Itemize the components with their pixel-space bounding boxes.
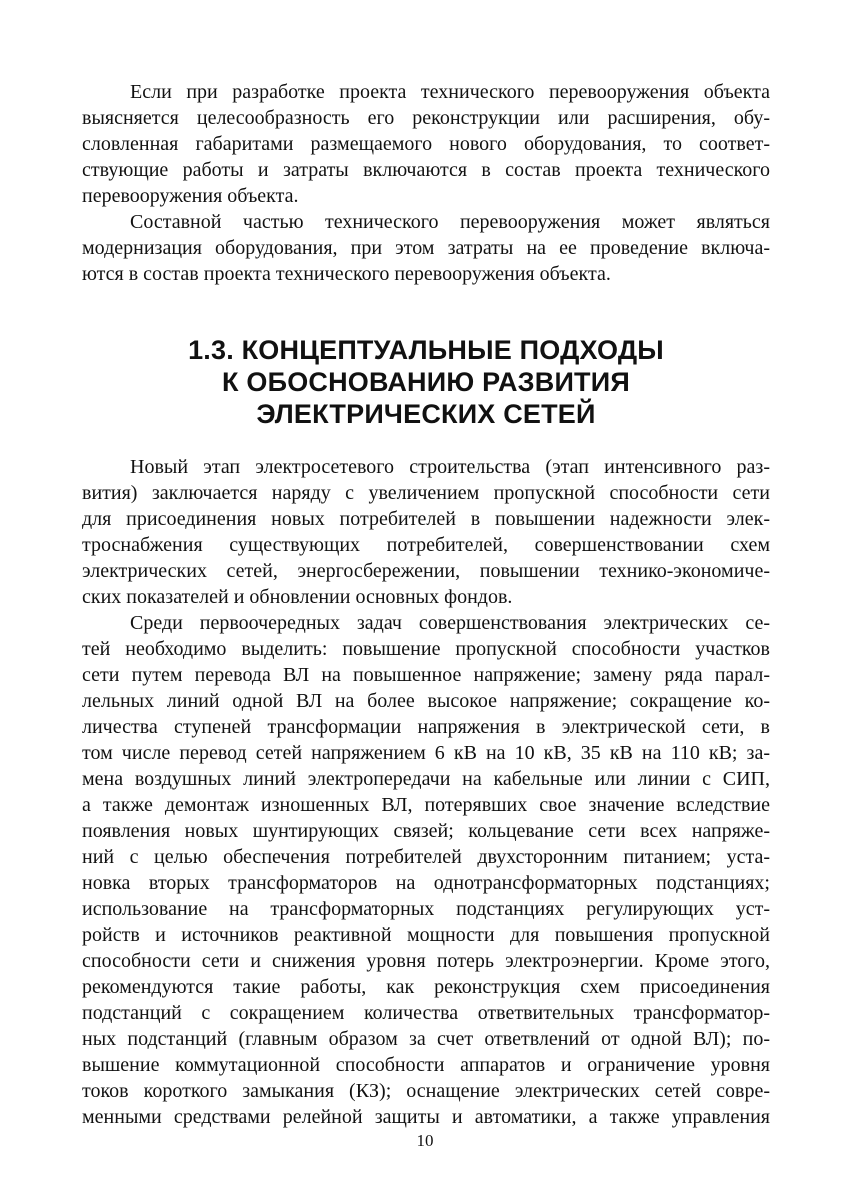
text-line: рекомендуются такие работы, как реконструкция схем присоединения bbox=[82, 976, 770, 998]
text-line: Составной частью технического перевооружения может являться bbox=[130, 211, 770, 233]
text-line: мена воздушных линий электропередачи на кабельные или линии с СИП, bbox=[82, 768, 770, 790]
text-line: модернизация оборудования, при этом затраты на ее проведение включа- bbox=[82, 237, 770, 259]
text-line: ных подстанций (главным образом за счет ответвлений от одной ВЛ); по- bbox=[82, 1028, 770, 1050]
text-line: выясняется целесообразность его реконструкции или расширения, обу- bbox=[82, 107, 770, 129]
text-line: Если при разработке проекта технического перевооружения объекта bbox=[130, 81, 770, 103]
text-line: электрических сетей, энергосбережении, повышении технико-экономиче- bbox=[82, 560, 770, 582]
section-paragraph-1 bbox=[82, 454, 770, 610]
text-line: Новый этап электросетевого строительства (этап интенсивного раз- bbox=[130, 456, 770, 478]
text-line: том числе перевод сетей напряжением 6 кВ на 10 кВ, 35 кВ на 110 кВ; за- bbox=[82, 742, 770, 764]
intro-paragraph-2 bbox=[82, 209, 770, 287]
text-line: подстанций с сокращением количества ответвительных трансформатор- bbox=[82, 1002, 770, 1024]
page-body bbox=[82, 79, 770, 1130]
text-line: словленная габаритами размещаемого нового оборудования, то соответ- bbox=[82, 133, 770, 155]
text-line: ройств и источников реактивной мощности для повышения пропускной bbox=[82, 924, 770, 946]
text-line: троснабжения существующих потребителей, совершенствовании схем bbox=[82, 534, 770, 556]
text-line: лельных линий одной ВЛ на более высокое напряжение; сокращение ко- bbox=[82, 690, 770, 712]
page-number: 10 bbox=[416, 1131, 434, 1150]
text-line: менными средствами релейной защиты и автоматики, а также управления bbox=[82, 1106, 770, 1128]
text-line: вития) заключается наряду с увеличением пропускной способности сети bbox=[82, 482, 770, 504]
text-line: способности сети и снижения уровня потерь электроэнергии. Кроме этого, bbox=[82, 950, 770, 972]
text-line: для присоединения новых потребителей в повышении надежности элек- bbox=[82, 508, 770, 530]
text-line: тей необходимо выделить: повышение пропускной способности участков bbox=[82, 638, 770, 660]
text-line: новка вторых трансформаторов на однотрансформаторных подстанциях; bbox=[82, 872, 770, 894]
text-line: личества ступеней трансформации напряжения в электрической сети, в bbox=[82, 716, 770, 738]
text-line: появления новых шунтирующих связей; кольцевание сети всех напряже- bbox=[82, 820, 770, 842]
section-heading-line: К ОБОСНОВАНИЮ РАЗВИТИЯ bbox=[222, 367, 630, 397]
text-line: а также демонтаж изношенных ВЛ, потерявших свое значение вследствие bbox=[82, 794, 770, 816]
text-line: ний с целью обеспечения потребителей двухсторонним питанием; уста- bbox=[82, 846, 770, 868]
section-heading-line: ЭЛЕКТРИЧЕСКИХ СЕТЕЙ bbox=[256, 399, 596, 429]
text-line: ствующие работы и затраты включаются в состав проекта технического bbox=[82, 159, 770, 181]
text-line: Среди первоочередных задач совершенствования электрических се- bbox=[130, 612, 770, 634]
section-heading bbox=[82, 334, 770, 430]
text-line: сети путем перевода ВЛ на повышенное напряжение; замену ряда парал- bbox=[82, 664, 770, 686]
text-line: перевооружения объекта. bbox=[82, 185, 299, 207]
text-line: вышение коммутационной способности аппаратов и ограничение уровня bbox=[82, 1054, 770, 1076]
section-paragraph-2 bbox=[82, 610, 770, 1130]
text-line: использование на трансформаторных подстанциях регулирующих уст- bbox=[82, 898, 770, 920]
text-line: токов короткого замыкания (КЗ); оснащение электрических сетей совре- bbox=[82, 1080, 770, 1102]
intro-paragraph-1 bbox=[82, 79, 770, 209]
text-line: ются в состав проекта технического перевооружения объекта. bbox=[82, 263, 611, 285]
section-heading-line: 1.3. КОНЦЕПТУАЛЬНЫЕ ПОДХОДЫ bbox=[188, 335, 664, 365]
text-line: ских показателей и обновлении основных фондов. bbox=[82, 586, 513, 608]
